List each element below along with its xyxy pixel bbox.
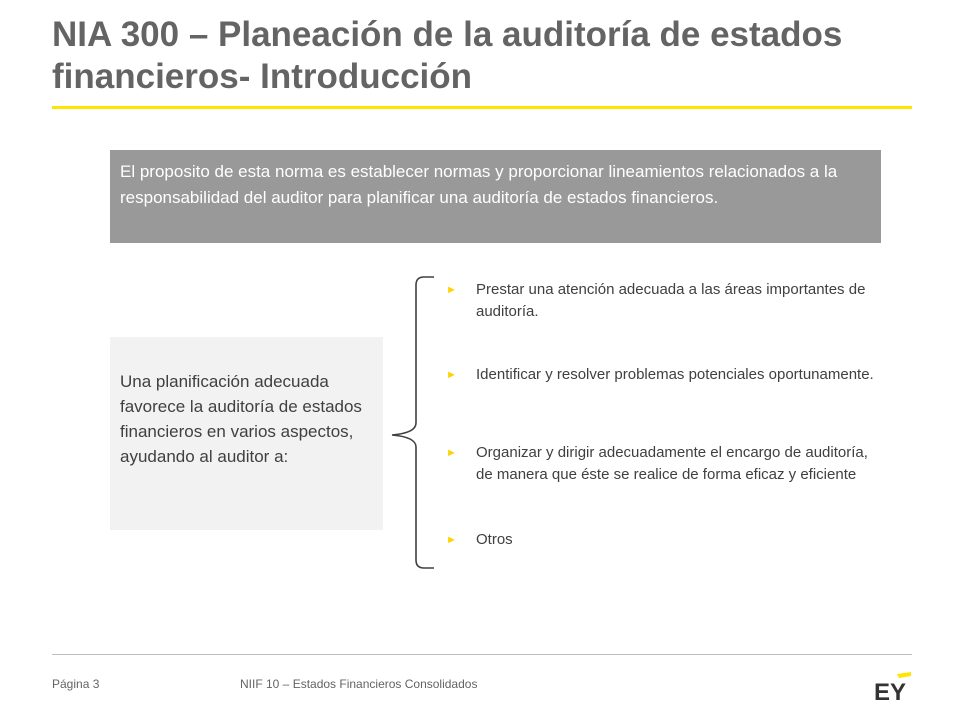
ey-logo-text: EY [874,679,907,702]
slide-title: NIA 300 – Planeación de la auditoría de estados financieros- Introducción [52,15,843,96]
bullet-arrow-icon: ► [446,284,457,296]
list-item [446,364,876,386]
purpose-box: El proposito de esta norma es establecer normas y proporcionar lineamientos relacionados a la responsabilidad del auditor para planificar una auditoría de estados financieros. [110,150,881,243]
aspects-box: Una planificación adecuada favorece la auditoría de estados financieros en varios aspectos, ayudando al auditor a: [110,337,383,530]
list-item-text: Prestar una atención adecuada a las áreas importantes de auditoría. [476,281,866,320]
bullet-arrow-icon: ► [446,447,457,459]
footer-caption: NIIF 10 – Estados Financieros Consolidados [240,677,478,691]
list-item-text: Identificar y resolver problemas potenciales oportunamente. [476,366,874,383]
list-item [446,529,876,551]
bracket-brace-icon [390,275,438,570]
title-underline [52,106,912,109]
list-item-text: Otros [476,531,513,548]
bullet-arrow-icon: ► [446,369,457,381]
list-item [446,442,876,486]
list-item-text: Organizar y dirigir adecuadamente el encargo de auditoría, de manera que éste se realice de forma eficaz y eficiente [476,444,868,483]
page-number: Página 3 [52,677,100,691]
list-item [446,279,876,323]
ey-logo-icon [873,672,913,702]
footer-divider [52,654,912,655]
bullet-arrow-icon: ► [446,534,457,546]
